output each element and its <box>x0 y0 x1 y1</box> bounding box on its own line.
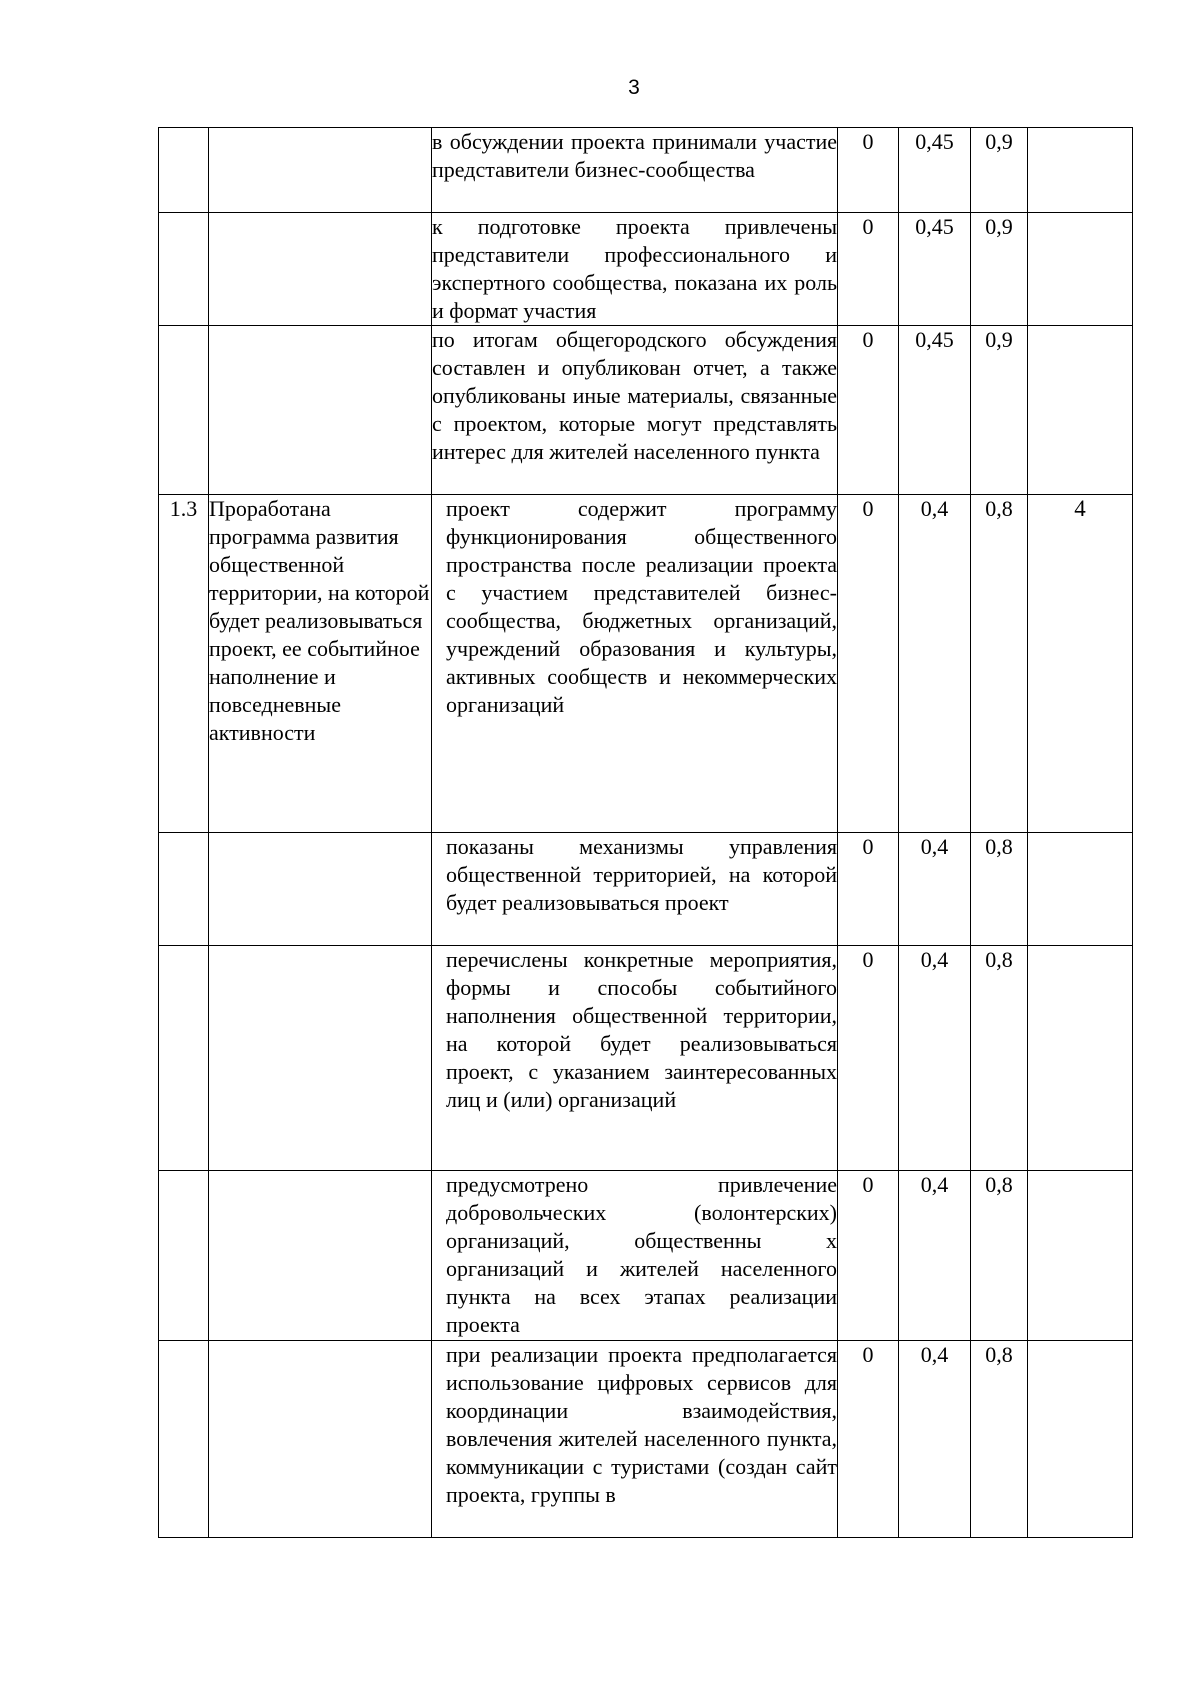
score-value-mid-cell: 0,4 <box>899 833 971 946</box>
score-value-high-cell: 0,9 <box>971 213 1028 326</box>
score-value-min-cell: 0 <box>838 213 899 326</box>
table-row <box>159 128 1133 213</box>
row-number-cell <box>159 1341 209 1538</box>
score-value-high-cell: 0,8 <box>971 1171 1028 1341</box>
score-value-min-cell: 0 <box>838 495 899 833</box>
criterion-cell <box>209 833 432 946</box>
max-score-cell <box>1028 1171 1133 1341</box>
indicator-description-cell <box>432 128 838 213</box>
score-value-min-cell: 0 <box>838 833 899 946</box>
indicator-description-cell <box>432 326 838 495</box>
max-score-cell <box>1028 213 1133 326</box>
indicator-description-text: в обсуждении проекта принимали участие представители бизнес-сообщества <box>432 129 837 182</box>
table-row <box>159 833 1133 946</box>
criterion-cell <box>209 1341 432 1538</box>
score-value-mid-cell: 0,4 <box>899 946 971 1171</box>
indicator-description-text: показаны механизмы управления общественной территорией, на которой будет реализовываться проект <box>446 834 837 915</box>
indicator-description-cell <box>432 213 838 326</box>
indicator-description-cell <box>432 1341 838 1538</box>
score-value-high-cell: 0,8 <box>971 833 1028 946</box>
score-value-high-cell: 0,8 <box>971 946 1028 1171</box>
row-number-cell <box>159 326 209 495</box>
indicator-description-cell <box>432 495 838 833</box>
indicator-description-text: к подготовке проекта привлечены представители профессионального и экспертного сообщества, показана их роль и формат участия <box>432 214 837 323</box>
score-value-high-cell: 0,8 <box>971 1341 1028 1538</box>
score-value-mid-cell: 0,4 <box>899 1341 971 1538</box>
max-score-cell <box>1028 946 1133 1171</box>
score-value-high-cell: 0,9 <box>971 128 1028 213</box>
max-score-cell <box>1028 128 1133 213</box>
score-value-mid-cell: 0,45 <box>899 128 971 213</box>
criteria-table <box>158 127 1133 1538</box>
score-value-min-cell: 0 <box>838 946 899 1171</box>
row-number-cell <box>159 1171 209 1341</box>
score-value-min-cell: 0 <box>838 128 899 213</box>
criterion-cell <box>209 128 432 213</box>
score-value-mid-cell: 0,45 <box>899 326 971 495</box>
score-value-min-cell: 0 <box>838 1341 899 1538</box>
indicator-description-cell <box>432 1171 838 1341</box>
row-number-cell <box>159 128 209 213</box>
indicator-description-text: перечислены конкретные мероприятия, формы и способы событийного наполнения общественной территории, на которой будет реализовываться проект, с указанием заинтересованных лиц и (или) организаций <box>446 947 837 1112</box>
score-value-min-cell: 0 <box>838 1171 899 1341</box>
score-value-mid-cell: 0,45 <box>899 213 971 326</box>
criterion-cell <box>209 1171 432 1341</box>
score-value-high-cell: 0,8 <box>971 495 1028 833</box>
criterion-cell <box>209 213 432 326</box>
indicator-description-text: по итогам общегородского обсуждения составлен и опубликован отчет, а также опубликованы иные материалы, связанные с проектом, которые могут представлять интерес для жителей населенного пункта <box>432 327 837 464</box>
max-score-cell <box>1028 1341 1133 1538</box>
max-score-cell <box>1028 326 1133 495</box>
table-row <box>159 326 1133 495</box>
row-number-cell: 1.3 <box>159 495 209 833</box>
indicator-description-text: проект содержит программу функционирования общественного пространства после реализации проекта с участием представителей бизнес-сообщества, бюджетных организаций, учреждений образования и культуры, активных сообществ и некоммерческих организаций <box>446 496 837 717</box>
row-number-cell <box>159 946 209 1171</box>
score-value-high-cell: 0,9 <box>971 326 1028 495</box>
indicator-description-text: предусмотрено привлечение добровольческих (волонтерских) организаций, общественны х организаций и жителей населенного пункта на всех этапах реализации проекта <box>446 1172 837 1337</box>
indicator-description-text: при реализации проекта предполагается использование цифровых сервисов для координации взаимодействия, вовлечения жителей населенного пункта, коммуникации с туристами (создан сайт проекта, группы в <box>446 1342 837 1507</box>
table-row <box>159 213 1133 326</box>
page-number: 3 <box>628 76 640 99</box>
table-row <box>159 495 1133 833</box>
table-row <box>159 1171 1133 1341</box>
indicator-description-cell <box>432 946 838 1171</box>
score-value-min-cell: 0 <box>838 326 899 495</box>
row-number-cell <box>159 833 209 946</box>
table-row <box>159 1341 1133 1538</box>
criterion-cell <box>209 326 432 495</box>
score-value-mid-cell: 0,4 <box>899 1171 971 1341</box>
indicator-description-cell <box>432 833 838 946</box>
max-score-cell <box>1028 833 1133 946</box>
score-value-mid-cell: 0,4 <box>899 495 971 833</box>
row-number-cell <box>159 213 209 326</box>
criterion-cell: Проработана программа развития общественной территории, на которой будет реализовываться проект, ее событийное наполнение и повседневные активности <box>209 495 432 833</box>
criterion-cell <box>209 946 432 1171</box>
max-score-cell: 4 <box>1028 495 1133 833</box>
table-row <box>159 946 1133 1171</box>
